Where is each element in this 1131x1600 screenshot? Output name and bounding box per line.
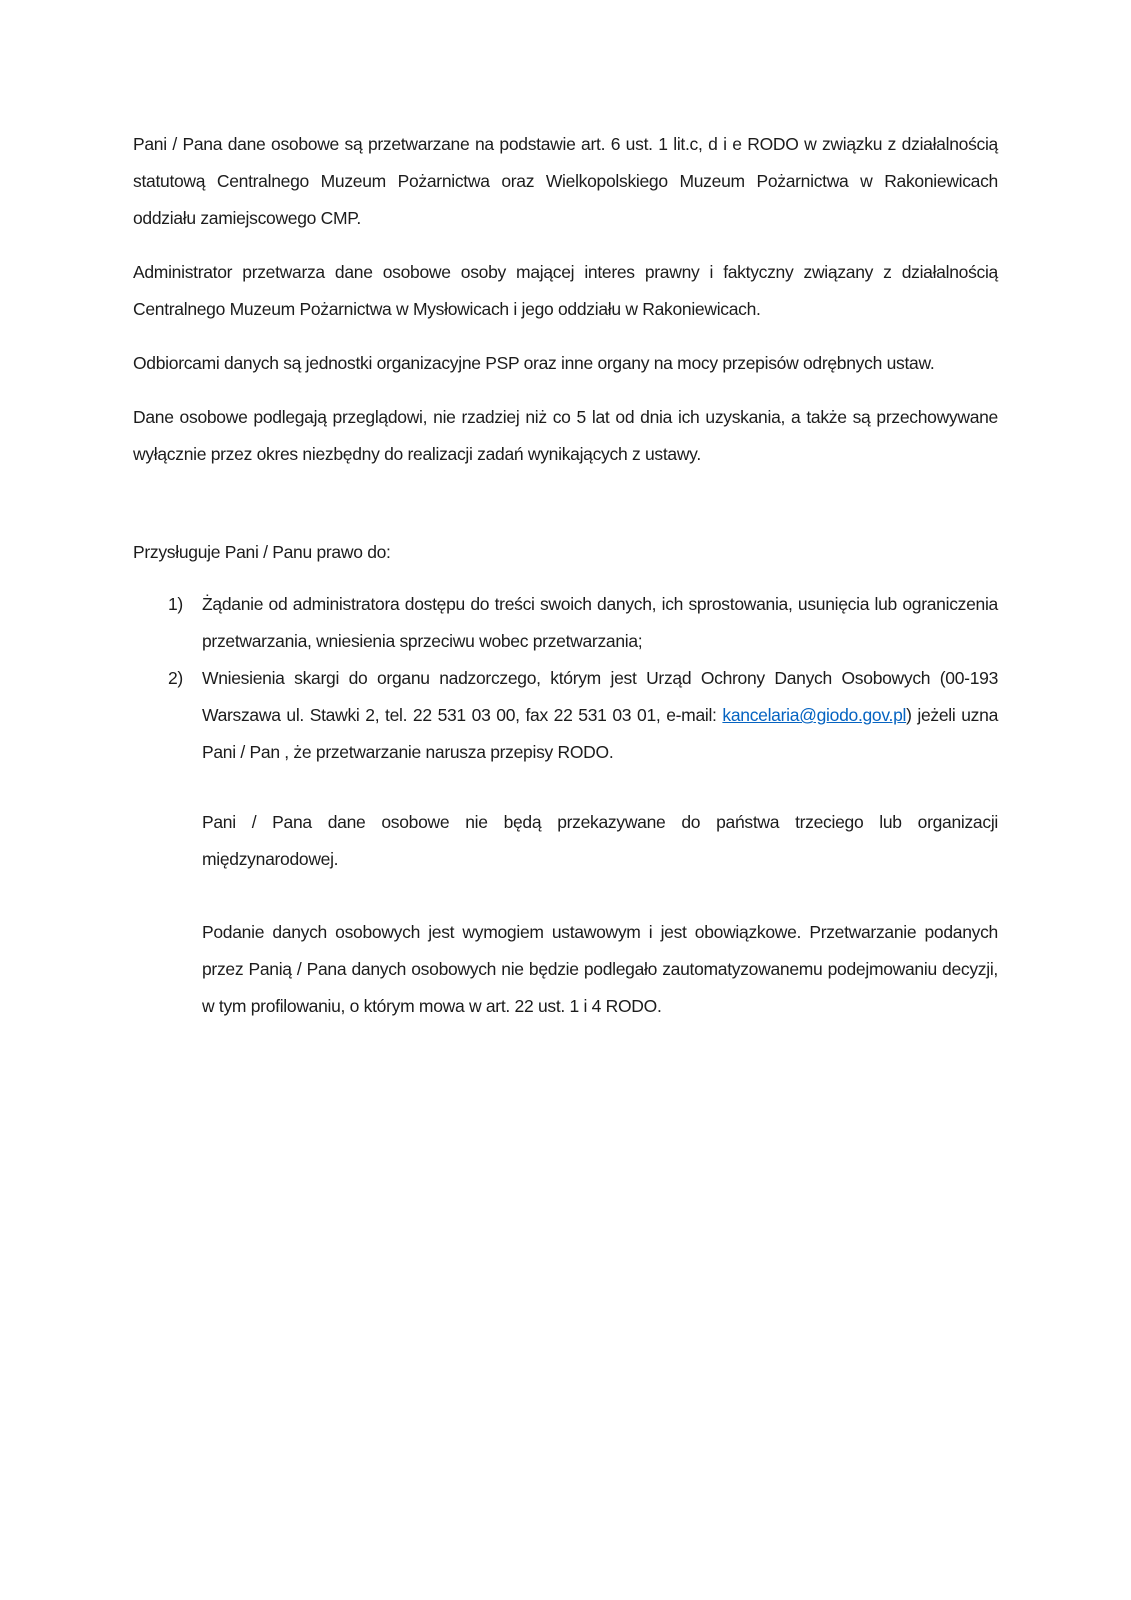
paragraph-legal-basis: Pani / Pana dane osobowe są przetwarzane na podstawie art. 6 ust. 1 lit.c, d i e RODO w związku z działalnością statutową Centralnego Muzeum Pożarnictwa oraz Wielkopolskiego Muzeum Pożarnictwa w Rakoniewicach oddziału zamiejscowego CMP. xyxy=(133,134,998,228)
paragraph-retention: Dane osobowe podlegają przeglądowi, nie rzadziej niż co 5 lat od dnia ich uzyskania, a także są przechowywane wyłącznie przez okres niezbędny do realizacji zadań wynikających z ustawy. xyxy=(133,407,998,464)
list-item-text: Żądanie od administratora dostępu do treści swoich danych, ich sprostowania, usunięcia lub ograniczenia przetwarzania, wniesienia sprzeciwu wobec przetwarzania; xyxy=(202,594,998,651)
list-item-text-before-link: Wniesienia skargi do organu nadzorczego, którym jest Urząd Ochrony Danych Osobowych (00-193 Warszawa ul. Stawki 2, tel. 22 531 03 00, fax 22 531 03 01, e-mail: xyxy=(202,668,998,725)
list-item-text-after-link: ) jeżeli uzna Pani / Pan , że przetwarzanie narusza przepisy RODO. xyxy=(202,705,999,762)
rights-list xyxy=(133,586,998,771)
paragraph-recipients: Odbiorcami danych są jednostki organizacyjne PSP oraz inne organy na mocy przepisów odrębnych ustaw. xyxy=(133,353,935,373)
paragraph-obligation: Podanie danych osobowych jest wymogiem ustawowym i jest obowiązkowe. Przetwarzanie podanych przez Panią / Pana danych osobowych nie będzie podlegało zautomatyzowanemu podejmowaniu decyzji, w tym profilowaniu, o którym mowa w art. 22 ust. 1 i 4 RODO. xyxy=(202,922,998,1016)
document-content xyxy=(133,126,998,1025)
paragraph-administrator: Administrator przetwarza dane osobowe osoby mającej interes prawny i faktyczny związany z działalnością Centralnego Muzeum Pożarnictwa w Mysłowicach i jego oddziału w Rakoniewicach. xyxy=(133,262,998,319)
list-item-number: 1) xyxy=(168,594,183,614)
rights-heading: Przysługuje Pani / Panu prawo do: xyxy=(133,542,391,562)
paragraph-no-transfer: Pani / Pana dane osobowe nie będą przekazywane do państwa trzeciego lub organizacji międzynarodowej. xyxy=(202,812,998,869)
list-item xyxy=(133,660,998,771)
email-link[interactable]: kancelaria@giodo.gov.pl xyxy=(722,705,907,725)
list-item-number: 2) xyxy=(168,668,183,688)
list-item-text xyxy=(202,660,998,771)
list-item xyxy=(133,586,998,660)
